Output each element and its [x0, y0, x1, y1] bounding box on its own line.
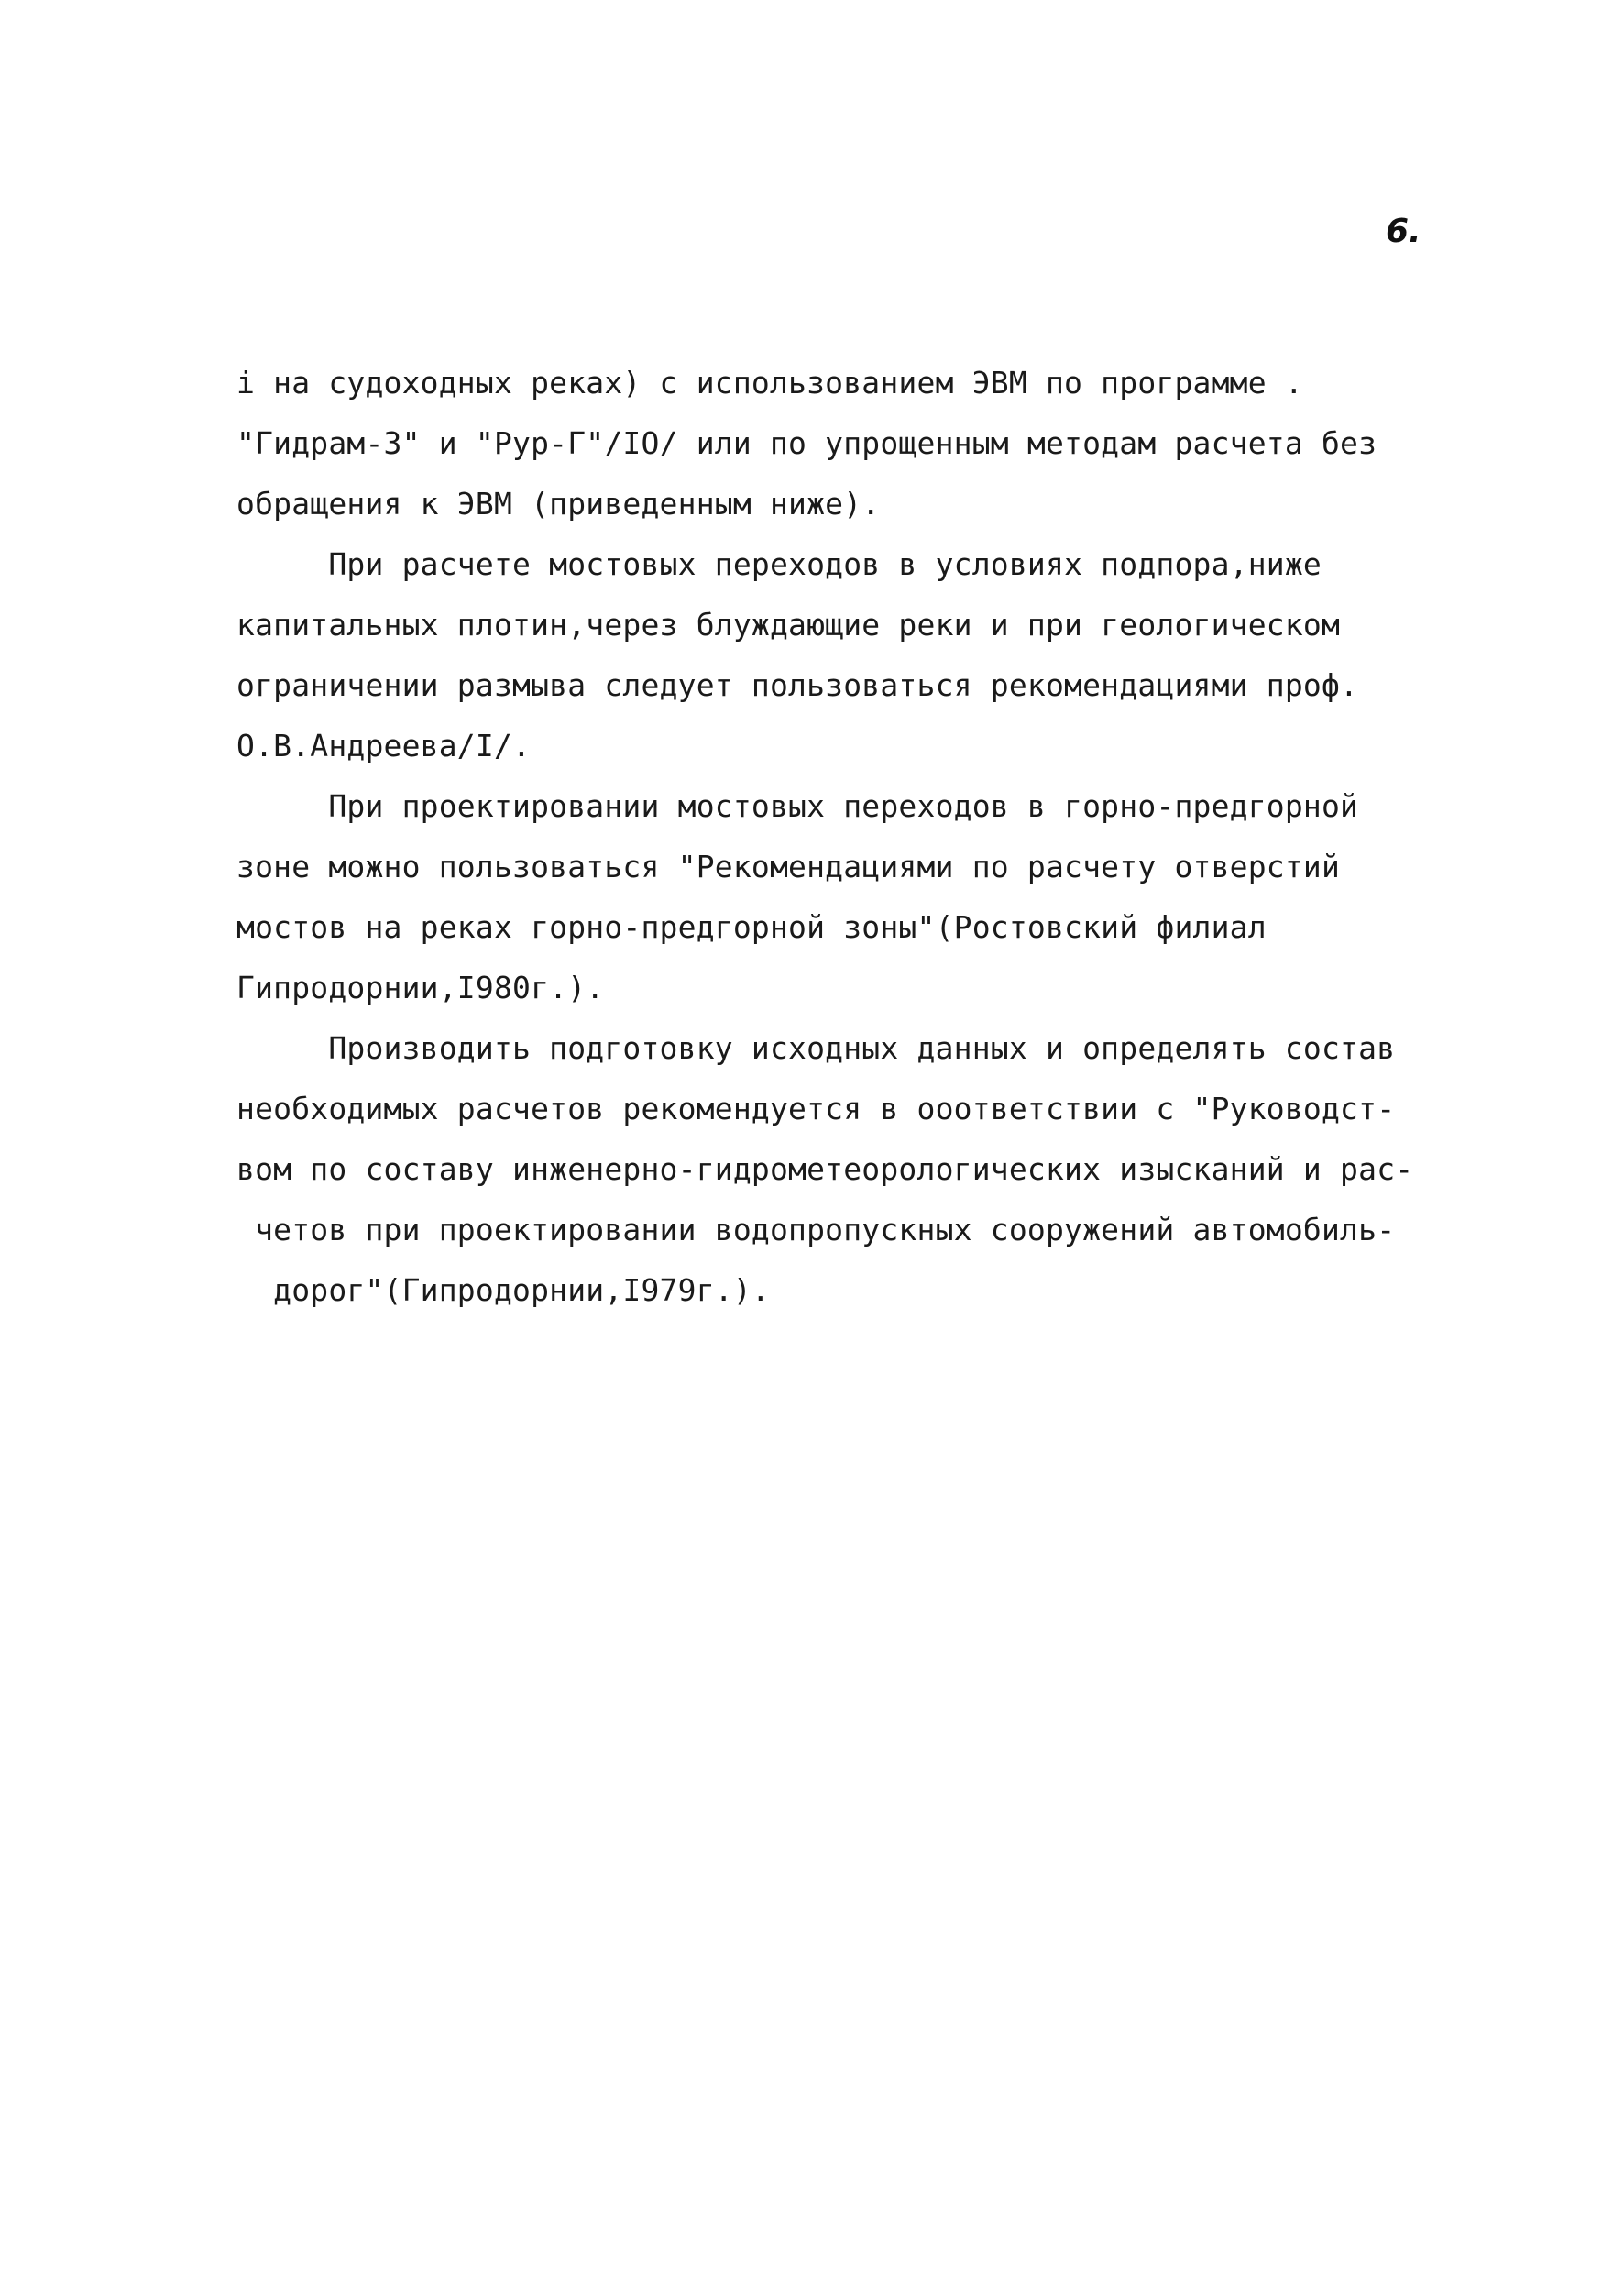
paragraph-4: [236, 1018, 1474, 1321]
paragraph-1: [236, 353, 1474, 534]
document-body: [236, 353, 1474, 1321]
text-line: дорог"(Гипродорнии,I979г.).: [236, 1272, 770, 1308]
page-number: 6.: [1386, 213, 1421, 250]
text-line: четов при проектировании водопропускных сооружений автомобиль-: [236, 1212, 1396, 1247]
text-line: і на судоходных реках) с использованием ЭВМ по программе .: [236, 365, 1303, 401]
text-line: При расчете мостовых переходов в условиях подпора,ниже: [236, 546, 1322, 582]
text-line: О.В.Андреева/I/.: [236, 728, 532, 764]
text-line: Гипродорнии,I980г.).: [236, 970, 605, 1005]
text-line: ограничении размыва следует пользоваться рекомендациями проф.: [236, 667, 1359, 703]
text-line: Производить подготовку исходных данных и определять состав: [236, 1030, 1396, 1066]
paragraph-2: [236, 534, 1474, 776]
text-line: мостов на реках горно-предгорной зоны"(Ростовский филиал: [236, 909, 1267, 945]
text-line: обращения к ЭВМ (приведенным ниже).: [236, 486, 881, 522]
text-line: "Гидрам-3" и "Рур-Г"/IO/ или по упрощенным методам расчета без: [236, 425, 1377, 461]
text-line: При проектировании мостовых переходов в горно-предгорной: [236, 788, 1359, 824]
text-line: зоне можно пользоваться "Рекомендациями по расчету отверстий: [236, 849, 1341, 884]
text-line: капитальных плотин,через блуждающие реки и при геологическом: [236, 607, 1341, 643]
text-line: вом по составу инженерно-гидрометеорологических изысканий и рас-: [236, 1151, 1414, 1187]
paragraph-3: [236, 776, 1474, 1018]
text-line: необходимых расчетов рекомендуется в ооответствии с "Руководст-: [236, 1091, 1396, 1126]
